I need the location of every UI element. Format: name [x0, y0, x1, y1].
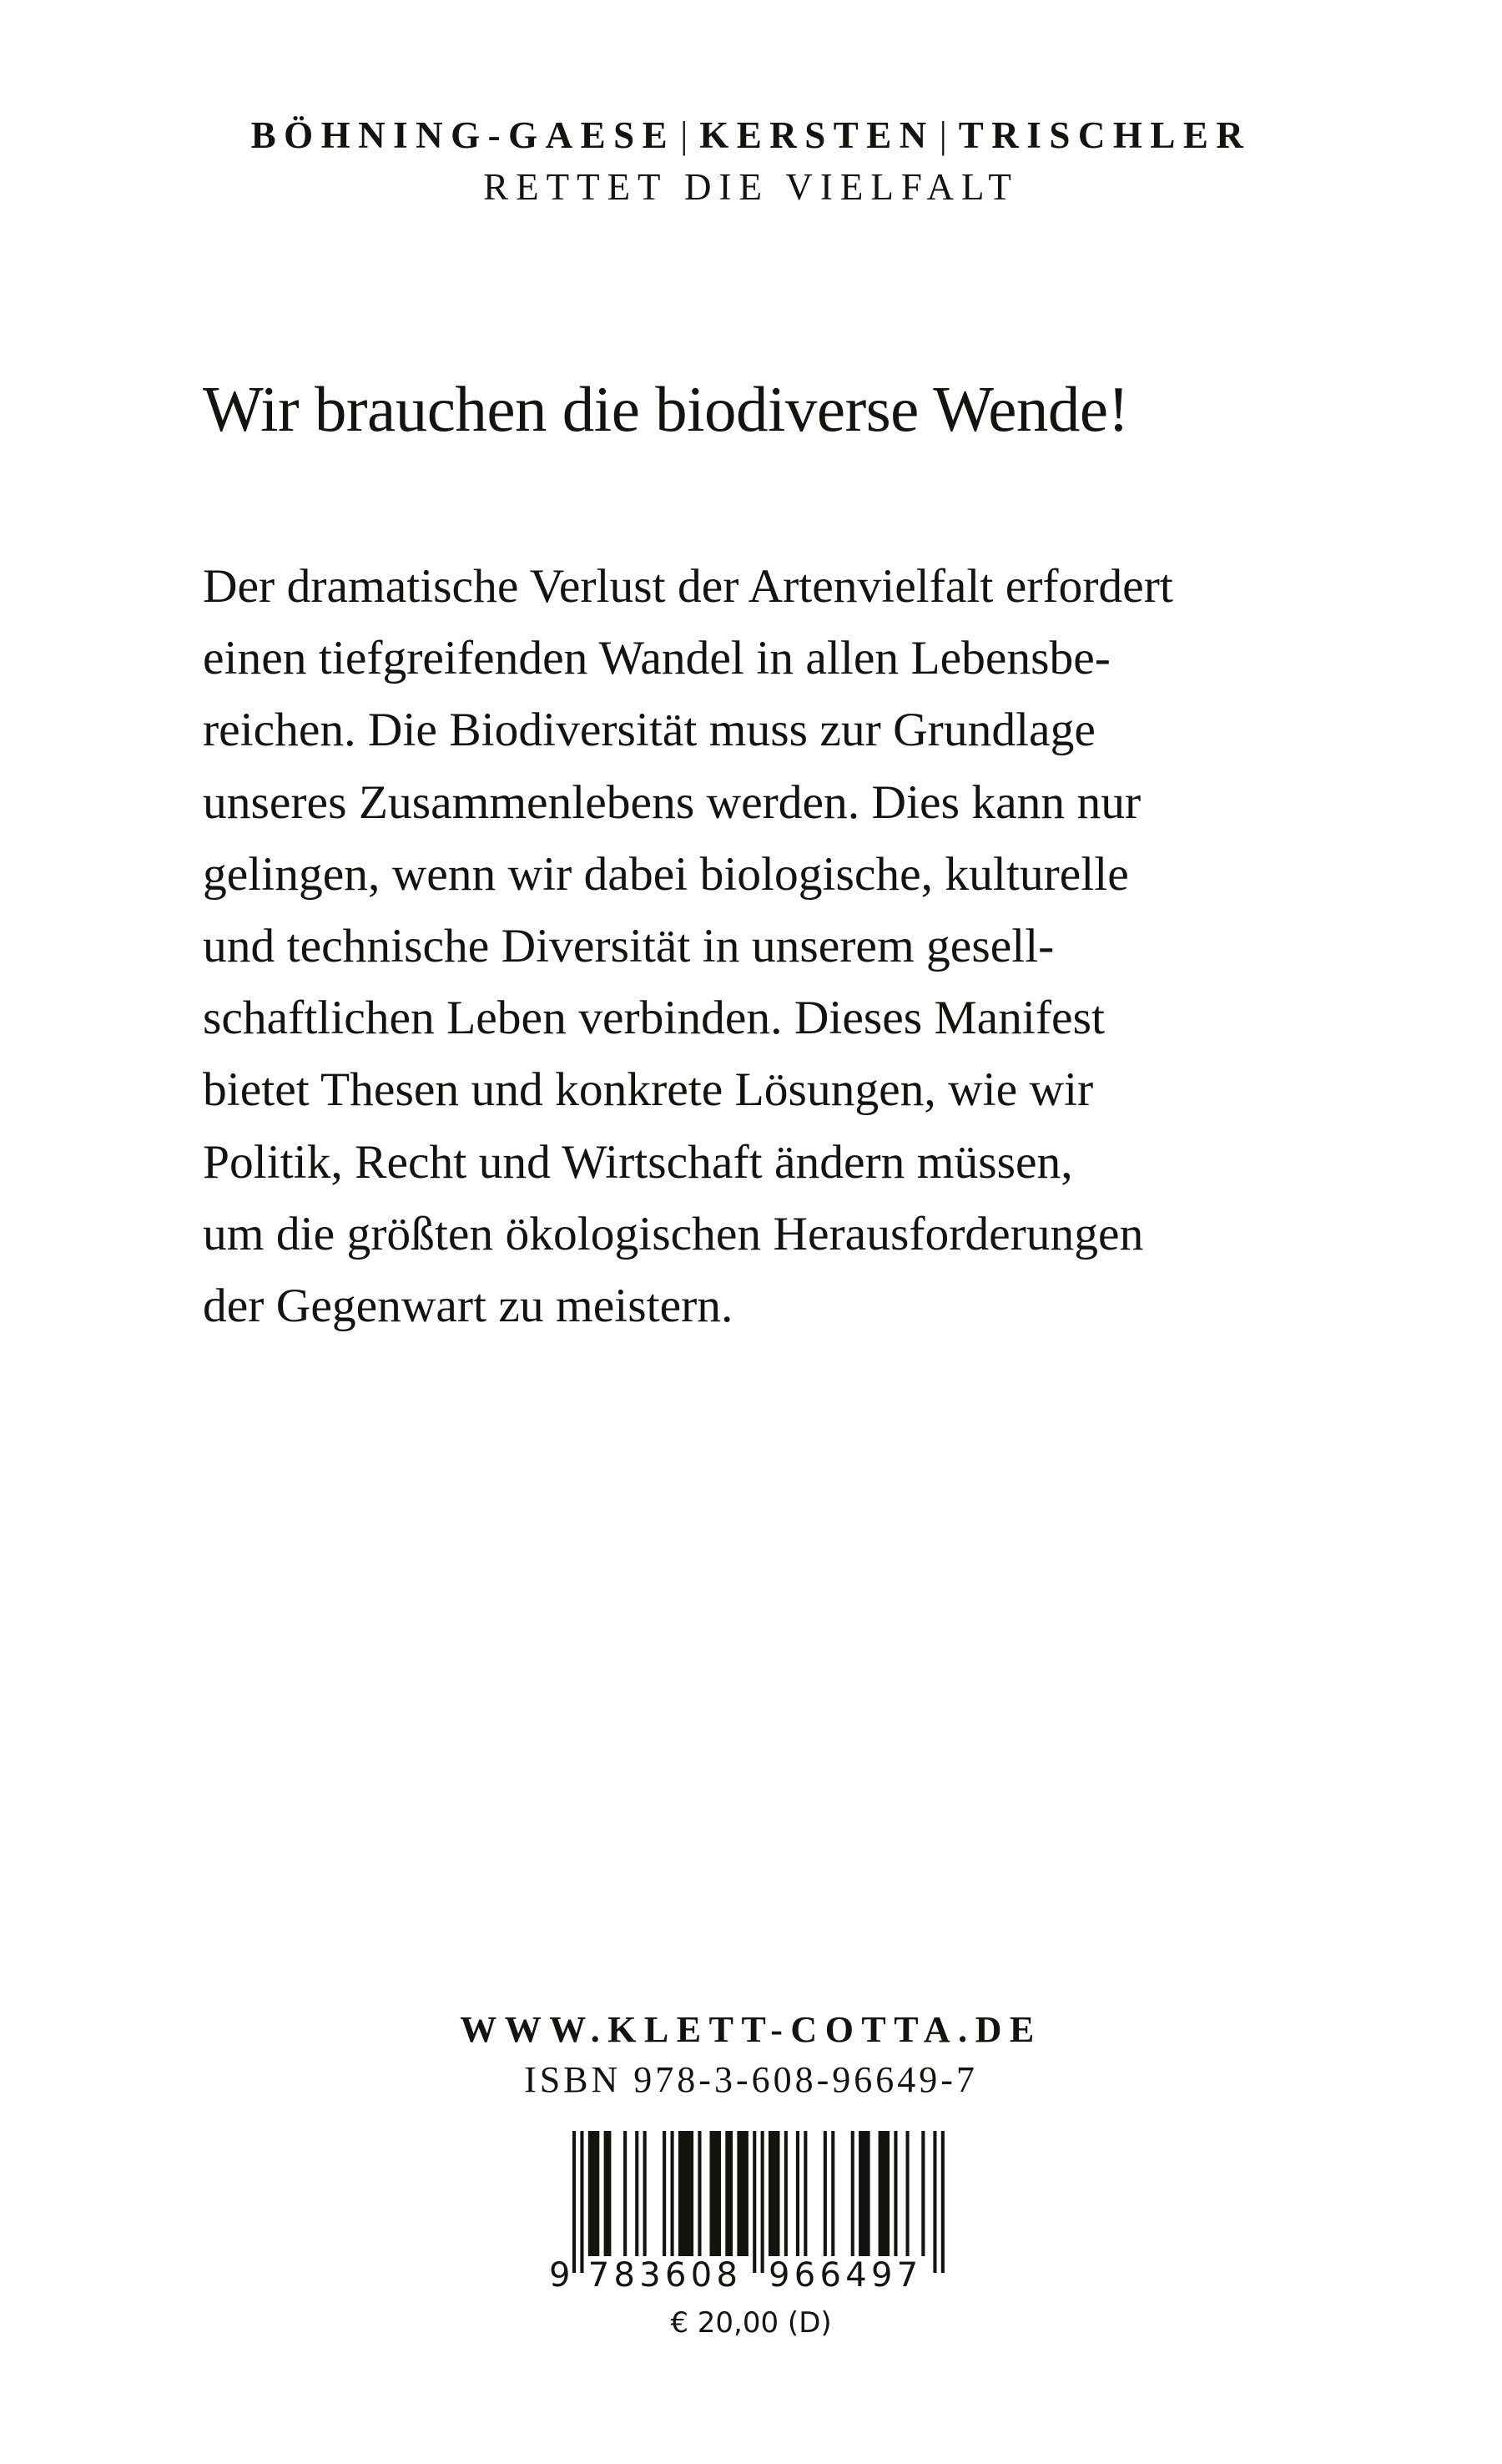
blurb-line: Politik, Recht und Wirtschaft ändern müssen, — [203, 1135, 1073, 1189]
author-name: KERSTEN — [699, 114, 935, 156]
blurb-line: einen tiefgreifenden Wandel in allen Lebensbe- — [203, 632, 1111, 685]
svg-text:9: 9 — [549, 2256, 571, 2295]
author-separator: | — [680, 114, 688, 156]
author-name: TRISCHLER — [958, 114, 1252, 156]
book-title: RETTET DIE VIELFALT — [483, 166, 1019, 208]
blurb-line: bietet Thesen und konkrete Lösungen, wie wir — [203, 1063, 1094, 1117]
blurb-text — [203, 551, 1338, 1342]
isbn-label: ISBN 978-3-608-96649-7 — [524, 2059, 978, 2100]
blurb-line: und technische Diversität in unserem gesell- — [203, 919, 1055, 972]
blurb-line: der Gegenwart zu meistern. — [203, 1279, 733, 1332]
author-line — [0, 110, 1502, 160]
blurb-line: unseres Zusammenlebens werden. Dies kann nur — [203, 775, 1142, 829]
author-name: BÖHNING-GAESE — [250, 114, 676, 156]
blurb-line: um die größten ökologischen Herausforderungen — [203, 1207, 1144, 1260]
author-separator: | — [939, 114, 947, 156]
svg-text:783608: 783608 — [587, 2256, 743, 2295]
svg-text:966497: 966497 — [769, 2256, 923, 2295]
ean-barcode — [547, 2131, 948, 2298]
price-label: € 20,00 (D) — [670, 2306, 832, 2340]
blurb-line: reichen. Die Biodiversität muss zur Grundlage — [203, 704, 1096, 757]
barcode-icon — [547, 2131, 948, 2298]
headline: Wir brauchen die biodiverse Wende! — [203, 373, 1129, 445]
blurb-line: schaftlichen Leben verbinden. Dieses Manifest — [203, 992, 1105, 1045]
blurb-line: gelingen, wenn wir dabei biologische, kulturelle — [203, 847, 1129, 901]
publisher-url: WWW.KLETT-COTTA.DE — [460, 2009, 1042, 2050]
blurb-line: Der dramatische Verlust der Artenvielfalt erfordert — [203, 560, 1173, 613]
